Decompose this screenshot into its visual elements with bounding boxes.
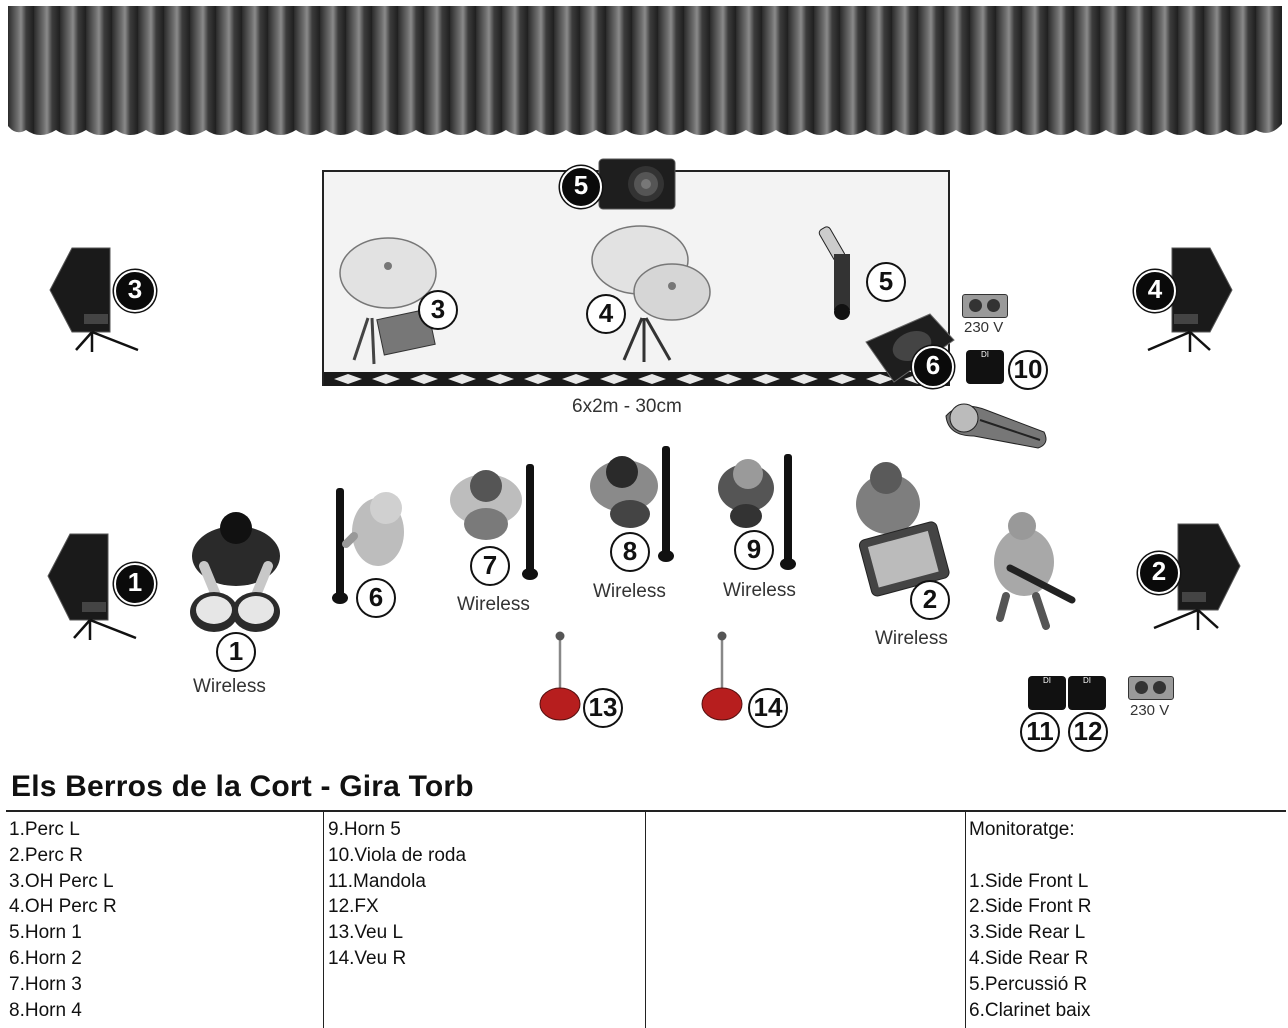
input-item: 7.Horn 3 [9,973,82,995]
monitor-number-6: 6 [912,346,954,388]
percussionist-right-figure [852,458,952,598]
di-box-10 [966,350,1004,384]
horn-mic-on-stand [812,220,864,324]
wireless-label-9: Wireless [723,580,796,601]
monitor-number-3: 3 [114,270,156,312]
input-item: 4.OH Perc R [9,896,117,918]
wireless-label-8: Wireless [593,581,666,602]
vocal-mic-left [538,630,582,722]
channel-number-6: 6 [356,578,396,618]
di-box-12-label: DI [1083,676,1091,685]
channel-number-5: 5 [866,262,906,302]
wireless-label-1: Wireless [193,676,266,697]
channel-number-3: 3 [418,290,458,330]
input-item: 1.Perc L [9,819,80,840]
inputs-column-2 [324,812,646,1028]
di-box-10-label: DI [981,350,989,359]
channel-number-9: 9 [734,530,774,570]
di-box-11-label: DI [1043,676,1051,685]
input-item: 11.Mandola [328,870,426,892]
di-box-12 [1068,676,1106,710]
channel-number-7: 7 [470,546,510,586]
vocal-mic-right [700,630,744,722]
input-item: 14.Veu R [328,947,407,969]
monitor-number-5: 5 [560,166,602,208]
riser-dimensions-label: 6x2m - 30cm [572,396,682,417]
channel-number-14: 14 [748,688,788,728]
riser-front-edge [324,372,948,386]
input-item: 10.Viola de roda [328,844,467,866]
input-item: 12.FX [328,896,379,918]
monitor-number-2: 2 [1138,552,1180,594]
wireless-label-7: Wireless [457,594,530,615]
channel-number-13: 13 [583,688,623,728]
input-item: 6.Horn 2 [9,947,82,969]
channel-number-2: 2 [910,580,950,620]
channel-number-4: 4 [586,294,626,334]
power-label-upper: 230 V [964,319,1004,336]
monitor-item: 3.Side Rear L [969,922,1086,944]
monitor-item: 6.Clarinet baix [969,999,1091,1021]
power-socket-lower [1128,676,1174,700]
monitor-number-1: 1 [114,563,156,605]
monitor-item: 2.Side Front R [969,896,1092,918]
input-item: 13.Veu L [328,922,404,944]
channel-number-1: 1 [216,632,256,672]
inputs-column-1 [6,812,324,1028]
channel-number-12: 12 [1068,712,1108,752]
hurdy-gurdy-icon [940,396,1052,456]
power-label-lower: 230 V [1130,702,1170,719]
power-socket-upper [962,294,1008,318]
wireless-label-2: Wireless [875,628,948,649]
stage-curtain [8,6,1282,140]
monitors-column [966,812,1286,1028]
input-item: 9.Horn 5 [328,819,401,840]
di-box-11 [1028,676,1066,710]
monitor-number-4: 4 [1134,270,1176,312]
input-item: 2.Perc R [9,844,83,866]
input-item: 8.Horn 4 [9,999,82,1021]
channel-number-11: 11 [1020,712,1060,752]
viola-de-roda-player [986,508,1076,632]
monitor-item: 5.Percussió R [969,973,1088,995]
channel-number-10: 10 [1008,350,1048,390]
monitor-item: 4.Side Rear R [969,947,1089,969]
input-item: 5.Horn 1 [9,922,82,944]
input-item: 3.OH Perc L [9,870,114,892]
empty-column [646,812,966,1028]
monitor-header: Monitoratge: [969,819,1075,840]
input-monitor-table [6,810,1286,1028]
page-title: Els Berros de la Cort - Gira Torb [11,770,474,803]
monitor-item: 1.Side Front L [969,870,1089,892]
channel-number-8: 8 [610,532,650,572]
percussionist-left-figure [188,506,284,636]
drum-monitor-wedge [598,158,676,210]
